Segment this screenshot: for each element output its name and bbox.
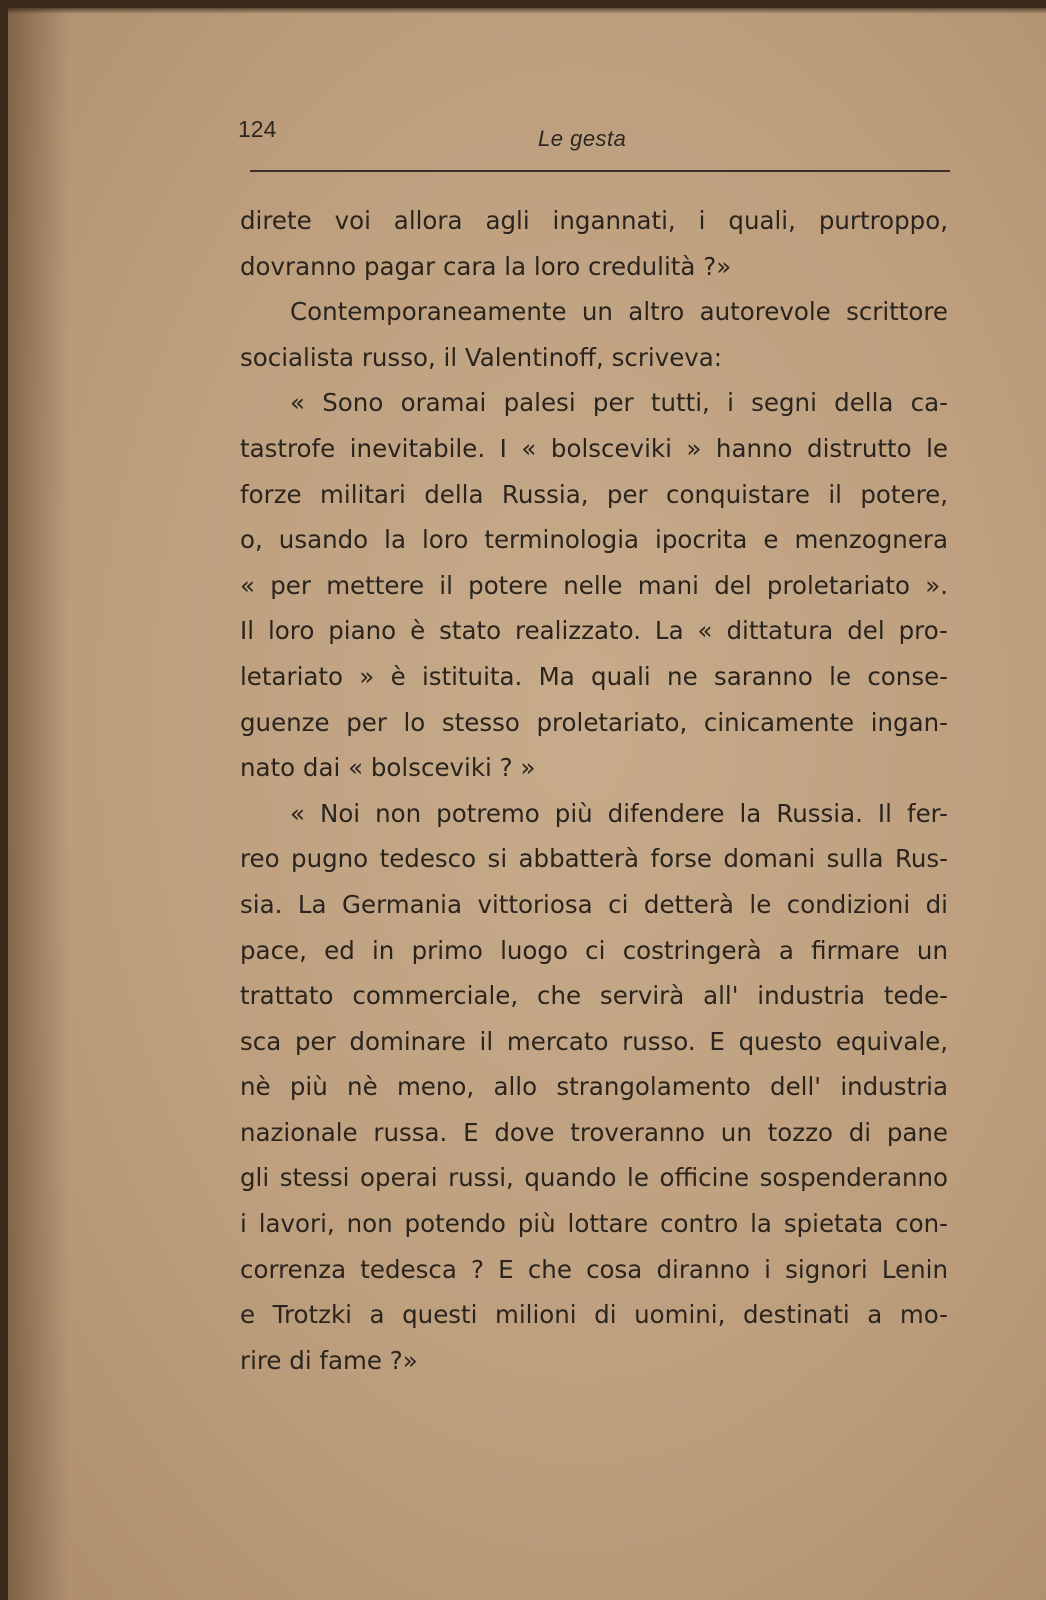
text-line: i lavori, non potendo più lottare contro la spietata con- (240, 1209, 948, 1239)
text-line: « Noi non potremo più difendere la Russia. Il fer- (290, 798, 948, 828)
text-line: correnza tedesca ? E che cosa diranno i signori Lenin (240, 1254, 948, 1284)
text-line: forze militari della Russia, per conquistare il potere, (240, 479, 948, 509)
gutter-shadow (8, 8, 68, 1600)
text-line: reo pugno tedesco si abbatterà forse domani sulla Rus- (240, 844, 948, 874)
text-line: e Trotzki a questi milioni di uomini, destinati a mo- (240, 1300, 948, 1330)
text-line: sia. La Germania vittoriosa ci detterà le condizioni di (240, 889, 948, 919)
text-line: gli stessi operai russi, quando le officine sospenderanno (240, 1163, 948, 1193)
body-text (240, 198, 948, 1383)
text-line: rire di fame ?» (240, 1345, 418, 1375)
page-top-edge (8, 8, 1046, 14)
text-line: letariato » è istituita. Ma quali ne saranno le conse- (240, 661, 948, 691)
book-page (8, 8, 1046, 1600)
text-line: tastrofe inevitabile. I « bolsceviki » hanno distrutto le (240, 433, 948, 463)
text-line: guenze per lo stesso proletariato, cinicamente ingan- (240, 707, 948, 737)
text-line: Il loro piano è stato realizzato. La « dittatura del pro- (240, 616, 948, 646)
text-line: nazionale russa. E dove troveranno un tozzo di pane (240, 1117, 948, 1147)
text-line: trattato commerciale, che servirà all' industria tede- (240, 981, 948, 1011)
text-line: pace, ed in primo luogo ci costringerà a firmare un (240, 935, 948, 965)
text-line: direte voi allora agli ingannati, i quali, purtroppo, (240, 206, 948, 235)
page-number: 124 (238, 116, 277, 142)
text-line: sca per dominare il mercato russo. E questo equivale, (240, 1026, 948, 1056)
header-rule (250, 170, 950, 172)
text-line: socialista russo, il Valentinoff, scriveva: (240, 342, 723, 372)
text-line: dovranno pagar cara la loro credulità ?» (240, 251, 732, 281)
text-line: Contemporaneamente un altro autorevole scrittore (290, 297, 948, 327)
text-line: « Sono oramai palesi per tutti, i segni della ca- (290, 388, 948, 418)
text-line: o, usando la loro terminologia ipocrita e menzognera (240, 525, 948, 555)
text-line: nè più nè meno, allo strangolamento dell' industria (240, 1072, 948, 1102)
text-line: « per mettere il potere nelle mani del proletariato ». (240, 570, 948, 600)
running-title: Le gesta (538, 126, 627, 151)
running-header (238, 116, 948, 164)
text-line: nato dai « bolsceviki ? » (240, 753, 536, 783)
